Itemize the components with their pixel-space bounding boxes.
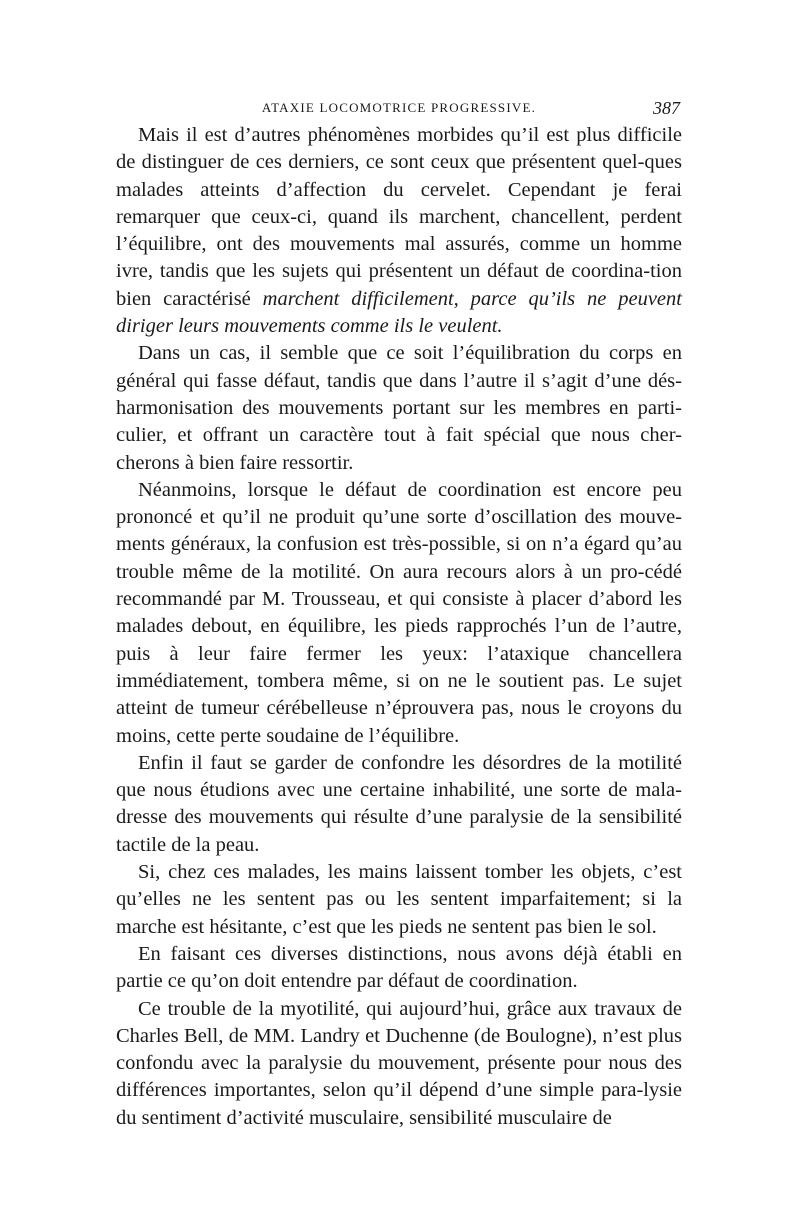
paragraph-text: En faisant ces diverses distinctions, nous avons déjà établi en partie ce qu’on doit entendre par défaut de coordination. bbox=[116, 942, 682, 993]
paragraph bbox=[116, 122, 682, 340]
paragraph-text: Ce trouble de la myotilité, qui aujourd’hui, grâce aux travaux de Charles Bell, de MM. Landry et Duchenne (de Boulogne), n’est plus confondu avec la paralysie du mouvement, présente pour nous des différences importantes, selon qu’il dépend d’une simple para-lysie du sentiment d’activité musculaire, sensibilité musculaire de bbox=[116, 997, 682, 1129]
paragraph-text: Si, chez ces malades, les mains laissent tomber les objets, c’est qu’elles ne les sentent pas ou les sentent imparfaitement; si la marche est hésitante, c’est que les pieds ne sentent pas bien le sol. bbox=[116, 861, 682, 938]
paragraph-text: Enfin il faut se garder de confondre les désordres de la motilité que nous étudions avec une certaine inhabilité, une sorte de mala-dresse des mouvements qui résulte d’une paralysie de la sensibilité tactile de la peau. bbox=[116, 751, 682, 856]
paragraph bbox=[116, 859, 682, 941]
paragraph-text: Mais il est d’autres phénomènes morbides qu’il est plus difficile de distinguer de ces derniers, ce sont ceux que présentent quel-ques malades atteints d’affection du cervelet. Cependant je ferai remarquer que ceux-ci, quand ils marchent, chancellent, perdent l’équilibre, ont des mouvements mal assurés, comme un homme ivre, tandis que les sujets qui présentent un défaut de coordina-tion bien caractérisé bbox=[116, 124, 682, 310]
paragraph bbox=[116, 340, 682, 476]
italic-text: marchent difficilement, parce qu’ils ne peuvent diriger leurs mouvements comme ils le veulent. bbox=[116, 287, 682, 338]
running-title: ATAXIE LOCOMOTRICE PROGRESSIVE. bbox=[261, 100, 537, 115]
body-text bbox=[116, 122, 682, 1132]
paragraph bbox=[116, 477, 682, 750]
running-head bbox=[118, 98, 680, 120]
paragraph bbox=[116, 750, 682, 859]
paragraph bbox=[116, 941, 682, 996]
page-number: 387 bbox=[653, 98, 680, 118]
paragraph bbox=[116, 996, 682, 1132]
paragraph-text: Dans un cas, il semble que ce soit l’équilibration du corps en général qui fasse défaut, tandis que dans l’autre il s’agit d’une dés-harmonisation des mouvements portant sur les membres en parti-culier, et offrant un caractère tout à fait spécial que nous cher-cherons à bien faire ressortir. bbox=[116, 342, 682, 474]
paragraph-text: Néanmoins, lorsque le défaut de coordination est encore peu prononcé et qu’il ne produit qu’une sorte d’oscillation des mouve-ments généraux, la confusion est très-possible, si on n’a égard qu’au trouble même de la motilité. On aura recours alors à un pro-cédé recommandé par M. Trousseau, et qui consiste à placer d’abord les malades debout, en équilibre, les pieds rapprochés l’un de l’autre, puis à leur faire fermer les yeux: l’ataxique chancellera immédiatement, tombera même, si on ne le soutient pas. Le sujet atteint de tumeur cérébelleuse n’éprouvera pas, nous le croyons du moins, cette perte soudaine de l’équilibre. bbox=[116, 478, 682, 747]
